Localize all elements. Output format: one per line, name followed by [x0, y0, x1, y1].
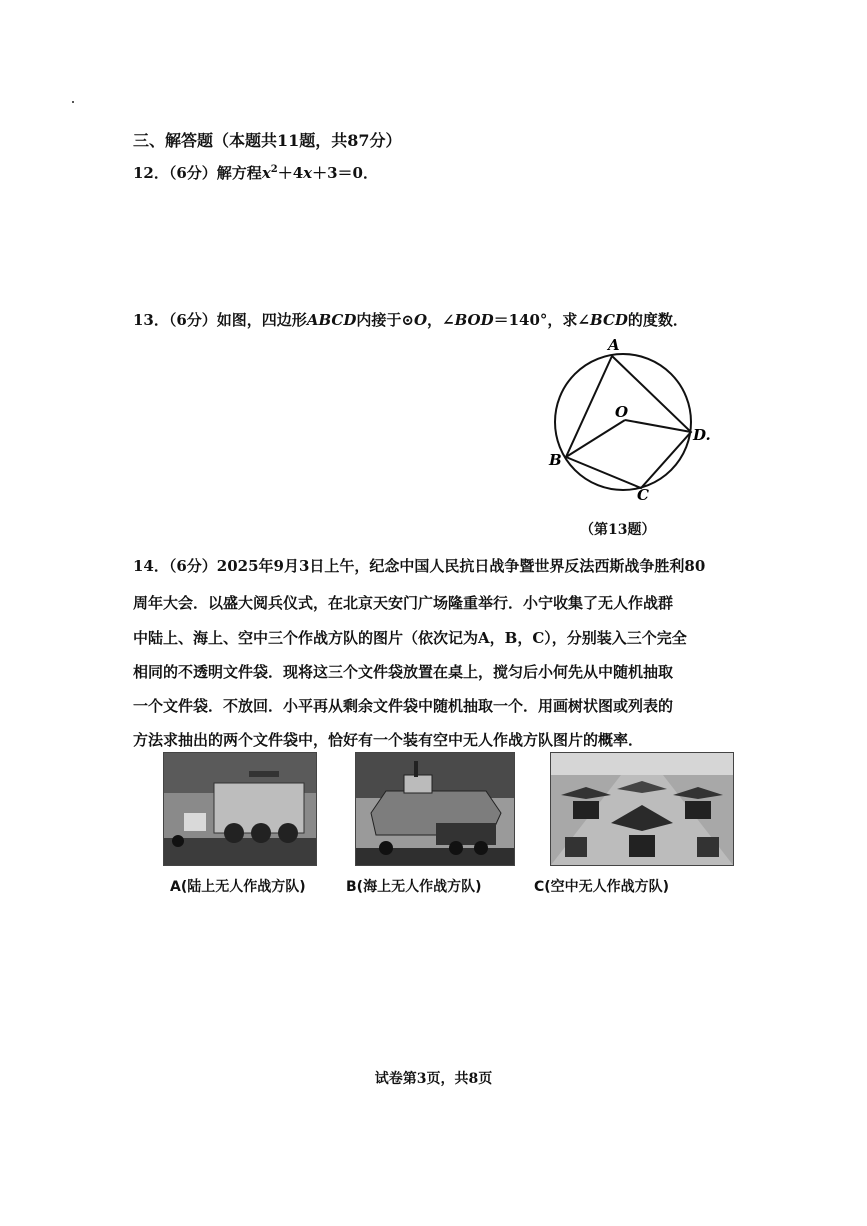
sea-vessel-image	[356, 753, 514, 865]
q13-text-e: 的度数．	[627, 311, 688, 329]
label-d: D.	[693, 426, 711, 444]
air-aircraft-image	[551, 753, 733, 865]
q14-line-6: 方法求抽出的两个文件袋中，恰好有一个装有空中无人作战方队图片的概率．	[133, 731, 644, 749]
section-title: 三、解答题（本题共11题，共87分）	[133, 131, 402, 150]
q13-circle-name: O	[413, 311, 428, 329]
q12-exponent: 2	[270, 164, 278, 175]
figure-caption: （第13题）	[580, 522, 656, 538]
photo-label-c: C(空中无人作战方队)	[534, 879, 670, 895]
photo-label-a: A(陆上无人作战方队)	[170, 879, 306, 895]
label-b: B	[549, 451, 562, 469]
q12-var-x2: x	[303, 164, 313, 182]
q12-text-a: 12．（6分）解方程	[133, 164, 262, 182]
q13-text-b: 内接于⊙	[356, 311, 414, 329]
page-footer: 试卷第3页，共8页	[374, 1071, 493, 1087]
question-13	[133, 309, 688, 330]
question-12	[133, 162, 378, 183]
q14-line-2: 周年大会．以盛大阅兵仪式，在北京天安门广场隆重举行．小宁收集了无人作战群	[133, 594, 674, 612]
q13-quad-name: ABCD	[306, 311, 357, 329]
q13-text-c: ，∠	[427, 311, 455, 329]
q13-angle: BOD	[454, 311, 494, 329]
q12-text-b: ＋4	[277, 164, 304, 182]
label-c: C	[637, 486, 649, 504]
q12-var-x: x	[261, 164, 271, 182]
q13-target-angle: BCD	[590, 311, 628, 329]
photo-label-b: B(海上无人作战方队)	[346, 879, 482, 895]
label-o: O	[615, 403, 629, 421]
q13-text-d: ＝140°，求∠	[493, 311, 591, 329]
q13-text-a: 13．（6分）如图，四边形	[133, 311, 307, 329]
q14-line-5: 一个文件袋．不放回．小平再从剩余文件袋中随机抽取一个．用画树状图或列表的	[133, 697, 674, 715]
photo-sea-drone-squad	[355, 752, 515, 866]
q14-line-4: 相同的不透明文件袋．现将这三个文件袋放置在桌上，搅匀后小何先从中随机抽取	[133, 663, 674, 681]
photo-land-drone-squad	[163, 752, 317, 866]
land-vehicle-image	[164, 753, 316, 865]
scan-speck	[72, 101, 74, 103]
photo-air-drone-squad	[550, 752, 734, 866]
label-a: A	[608, 336, 620, 354]
circle-diagram	[545, 330, 735, 510]
q14-line-3: 中陆上、海上、空中三个作战方队的图片（依次记为A，B，C），分别装入三个完全	[133, 629, 687, 647]
q12-text-c: ＋3＝0．	[312, 164, 378, 182]
q14-line-1: 14．（6分）2025年9月3日上午，纪念中国人民抗日战争暨世界反法西斯战争胜利80	[133, 557, 706, 575]
